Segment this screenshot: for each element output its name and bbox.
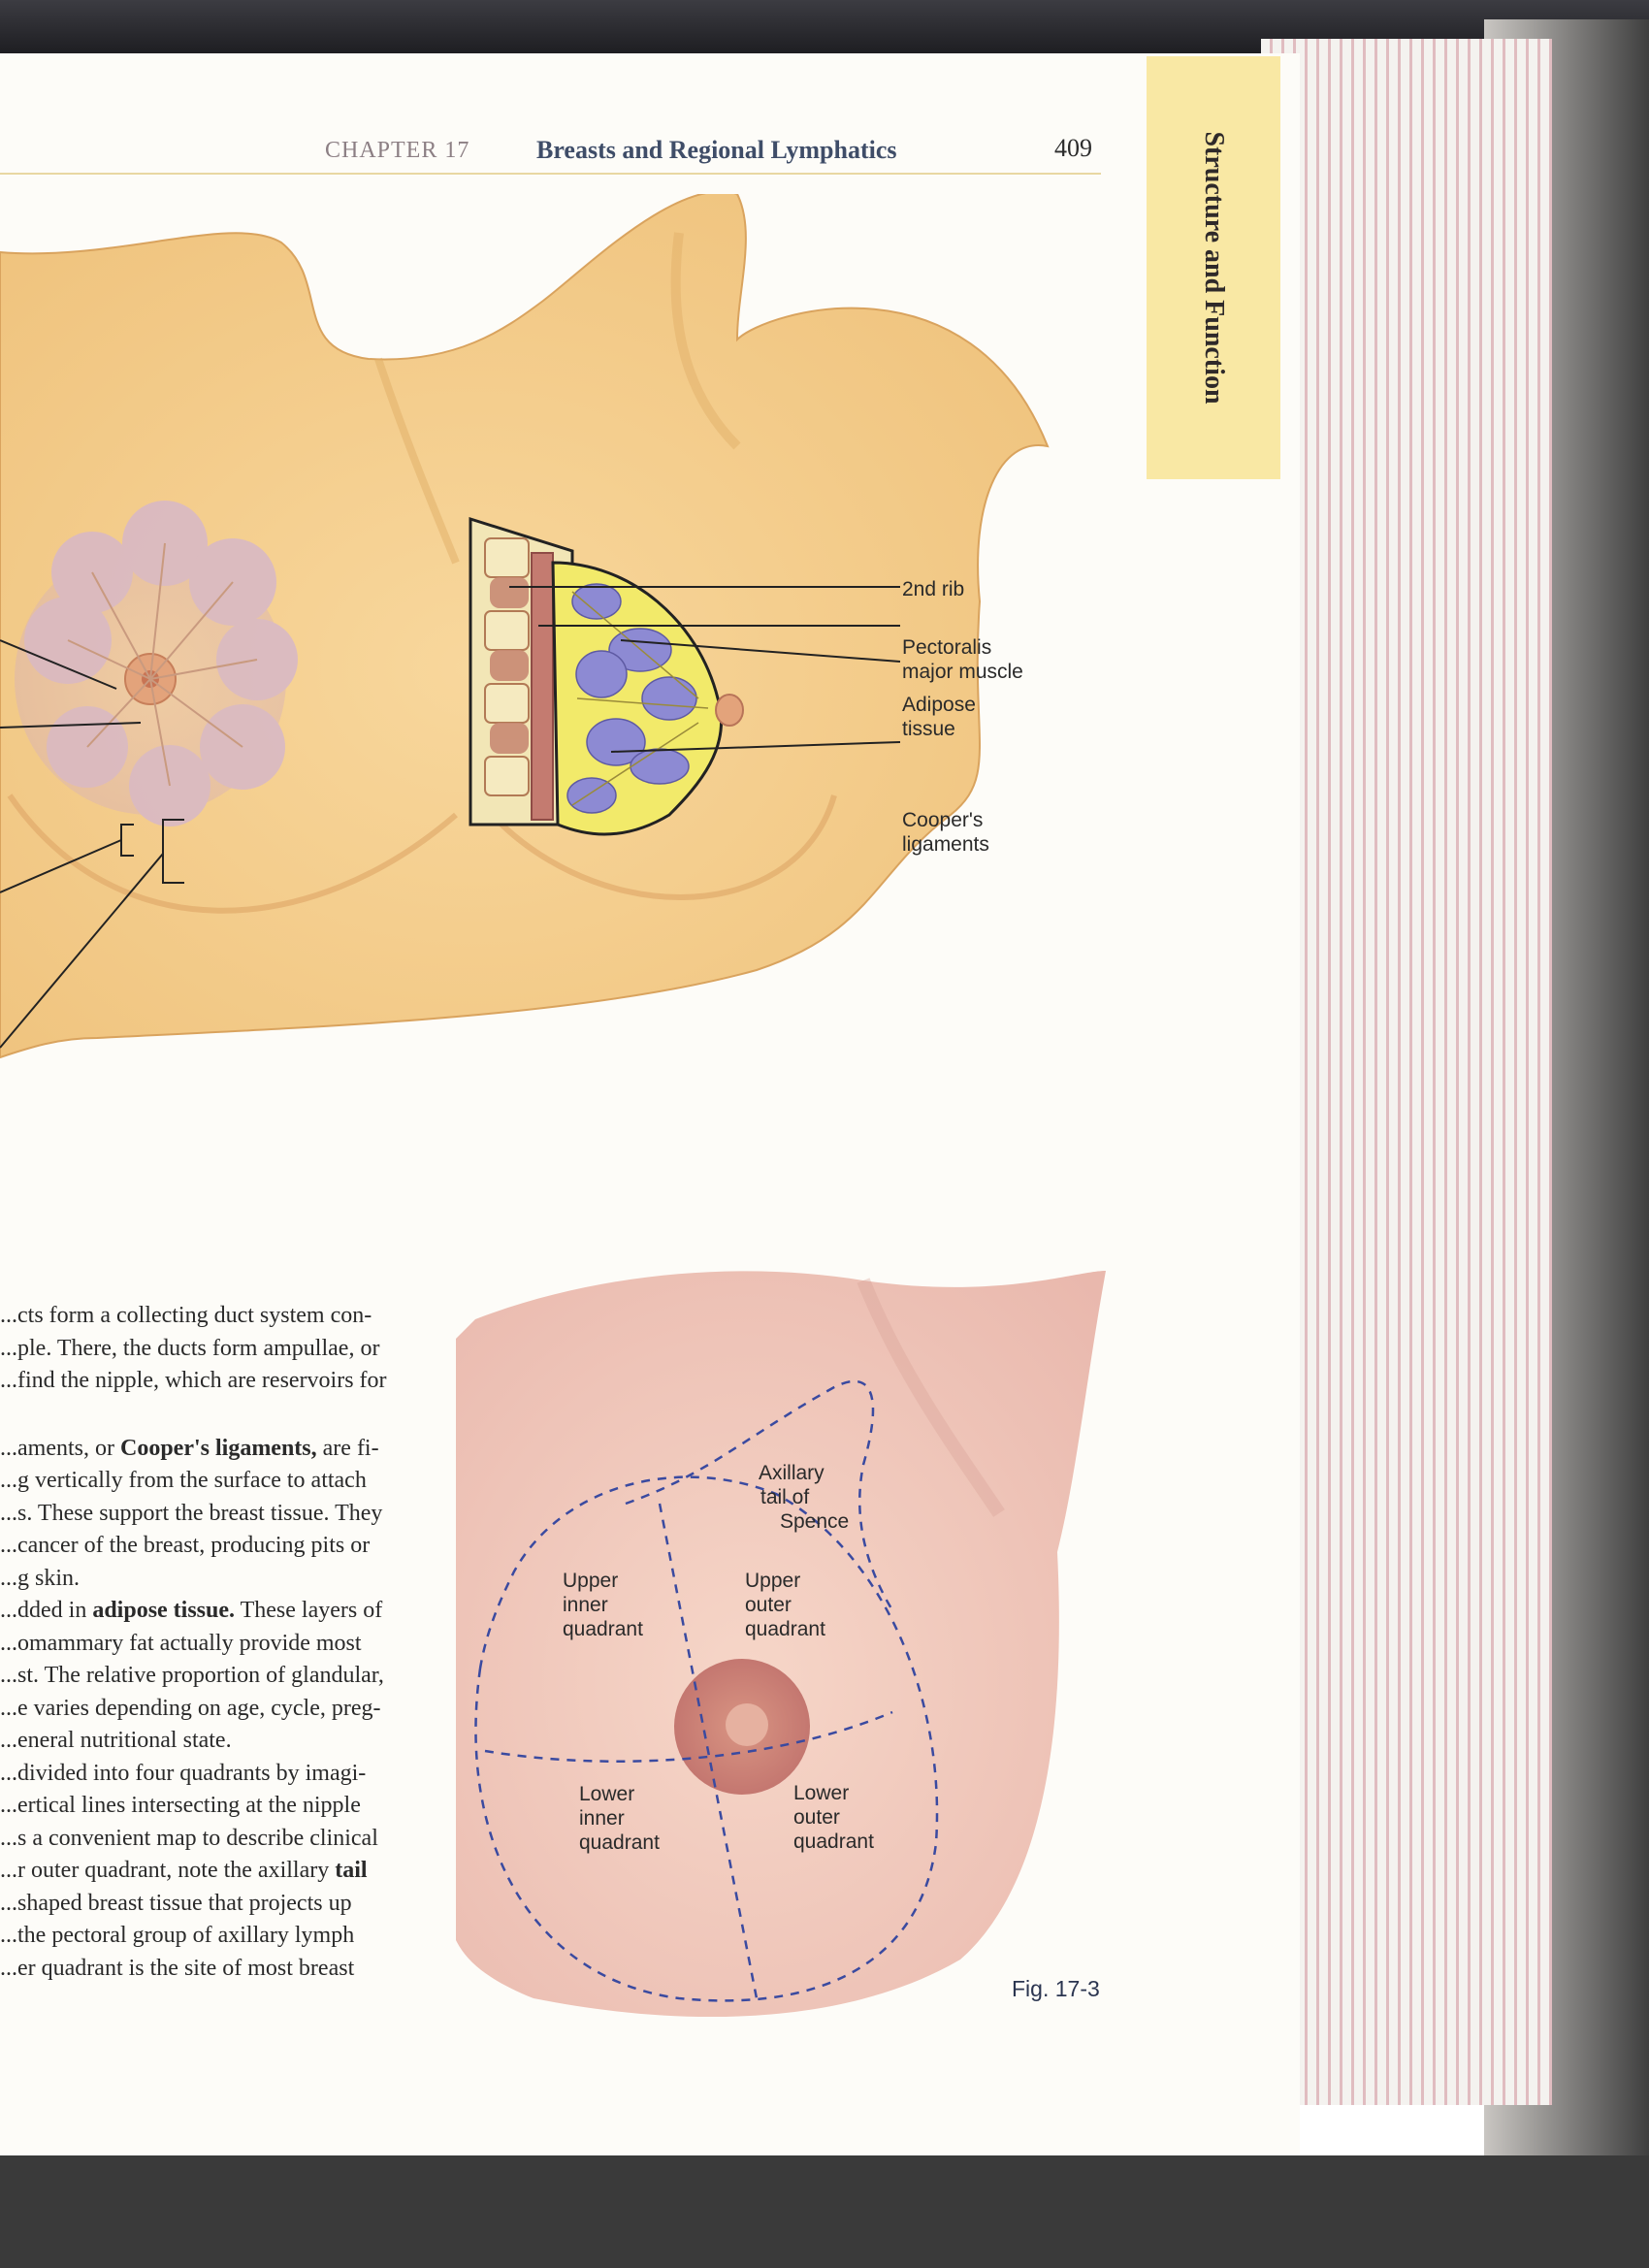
text-line: ...s a convenient map to describe clinical [0,1825,378,1851]
label-pectoralis-1: Pectoralis [902,636,992,659]
text-line: ...aments, or Cooper's ligaments, are fi- [0,1435,379,1461]
chapter-title: Breasts and Regional Lymphatics [536,136,897,164]
text-line: ...cancer of the breast, producing pits or [0,1533,371,1558]
label-adipose-1: Adipose [902,694,976,716]
text-line: ...divided into four quadrants by imagi- [0,1760,367,1786]
label-upper-inner-2: inner [563,1594,608,1616]
label-lower-inner-3: quadrant [579,1831,660,1854]
header-rule [0,173,1101,175]
breast-anatomy-illustration [0,194,1125,1067]
section-thumb-tab [1147,56,1280,479]
label-pectoralis-2: major muscle [902,661,1023,683]
text-line: ...st. The relative proportion of glandular, [0,1663,384,1688]
nipple [726,1703,768,1746]
text-line: ...the pectoral group of axillary lymph [0,1923,355,1948]
label-upper-outer-2: outer [745,1594,792,1616]
label-lower-outer-1: Lower [793,1782,850,1804]
text-line: ...s. These support the breast tissue. They [0,1500,383,1526]
text-line: ...dded in adipose tissue. These layers of [0,1598,383,1623]
chapter-number: CHAPTER 17 [325,138,470,163]
text-line: ...er quadrant is the site of most breast [0,1955,355,1981]
thumb-tab-label: Structure and Function [1199,131,1229,405]
text-line: ...omammary fat actually provide most [0,1630,362,1656]
label-upper-inner-1: Upper [563,1570,619,1592]
label-axillary-3: Spence [780,1510,850,1533]
body-text-column [0,1300,427,1985]
text-line: ...g vertically from the surface to attach [0,1468,367,1493]
scanner-border-bottom [0,2155,1649,2268]
label-coopers-2: ligaments [902,833,989,856]
label-upper-inner-3: quadrant [563,1618,643,1640]
page-number: 409 [1054,134,1092,162]
label-lower-inner-1: Lower [579,1783,635,1805]
label-upper-outer-1: Upper [745,1570,801,1592]
text-line: ...r outer quadrant, note the axillary tail [0,1858,368,1883]
text-line: ...e varies depending on age, cycle, preg- [0,1695,381,1721]
text-line: ...g skin. [0,1565,81,1591]
label-lower-outer-2: outer [793,1806,840,1829]
text-line: ...ertical lines intersecting at the nipple [0,1793,361,1818]
book-page-edges [1261,39,1552,2105]
label-upper-outer-3: quadrant [745,1618,825,1640]
text-line: ...ple. There, the ducts form ampullae, or [0,1335,380,1361]
text-line: ...cts form a collecting duct system con- [0,1303,372,1328]
label-2nd-rib: 2nd rib [902,578,965,600]
text-line: ...shaped breast tissue that projects up [0,1890,352,1916]
label-coopers-1: Cooper's [902,809,984,831]
figure-caption: Fig. 17-3 [1012,1976,1100,2001]
text-line: ...find the nipple, which are reservoirs for [0,1368,387,1393]
text-line: ...eneral nutritional state. [0,1728,232,1753]
label-axillary-1: Axillary [759,1462,824,1484]
label-lower-inner-2: inner [579,1807,625,1830]
label-axillary-2: tail of [760,1486,810,1508]
breast-skin [456,1271,1106,2017]
label-lower-outer-3: quadrant [793,1831,874,1853]
label-adipose-2: tissue [902,718,955,740]
